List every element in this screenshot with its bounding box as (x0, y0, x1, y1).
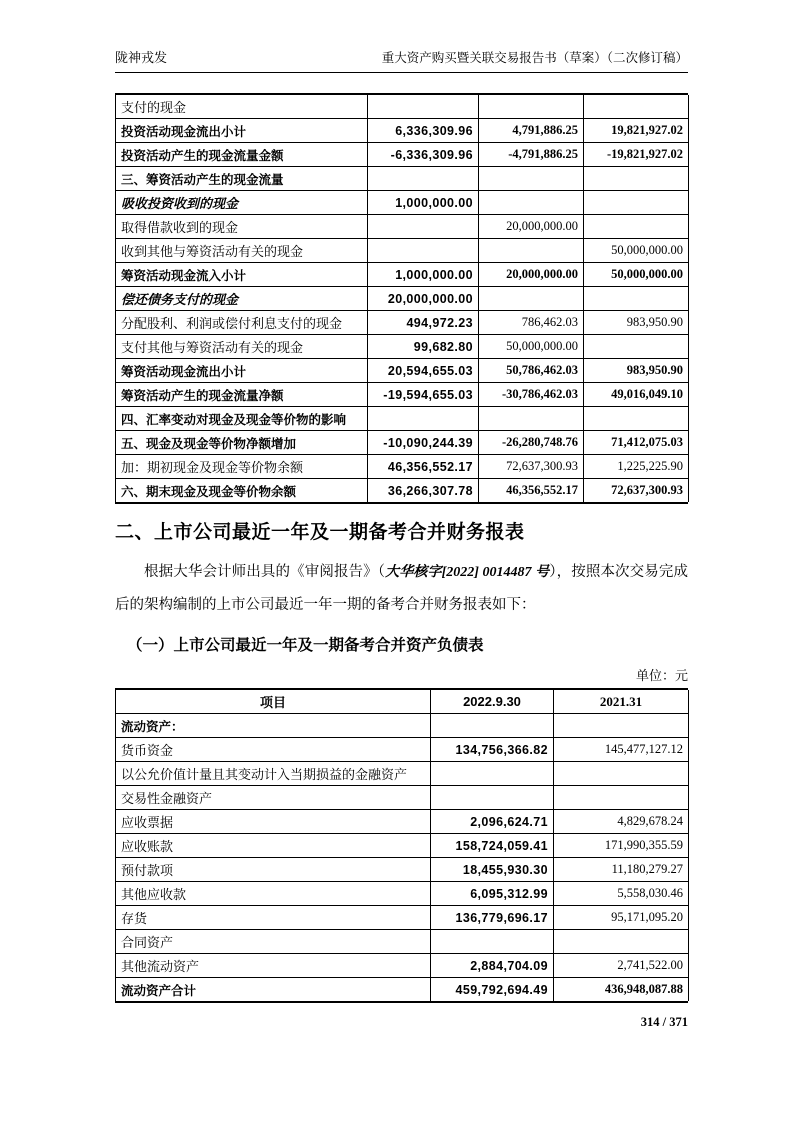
cell-2022: 494,972.23 (368, 311, 479, 335)
cell-2021 (479, 239, 584, 263)
cell-2022: 134,756,366.82 (431, 738, 554, 762)
cash-flow-table (115, 95, 689, 502)
cell-2020: 72,637,300.93 (584, 479, 689, 503)
cell-2021 (479, 287, 584, 311)
table-row (116, 407, 689, 431)
table-row (116, 455, 689, 479)
cell-2021: 50,786,462.03 (479, 359, 584, 383)
row-label: 六、期末现金及现金等价物余额 (116, 479, 368, 503)
table-row (116, 882, 689, 906)
body-paragraph (115, 556, 688, 621)
unit-label: 单位：元 (635, 668, 688, 683)
table-row (116, 215, 689, 239)
row-label: 五、现金及现金等价物净额增加 (116, 431, 368, 455)
paragraph-text-pre: 根据大华会计师出具的《审阅报告》（ (144, 564, 386, 580)
header-report-title: 重大资产购买暨关联交易报告书（草案）（二次修订稿） (381, 51, 688, 65)
cell-2020: 49,016,049.10 (584, 383, 689, 407)
row-label: 偿还债务支付的现金 (116, 287, 368, 311)
cell-2021: 5,558,030.46 (554, 882, 689, 906)
cell-2021 (479, 167, 584, 191)
cell-2022: 2,884,704.09 (431, 954, 554, 978)
cell-2022: -6,336,309.96 (368, 143, 479, 167)
cell-2020 (584, 191, 689, 215)
row-label: 投资活动现金流出小计 (116, 119, 368, 143)
cell-2021 (554, 714, 689, 738)
table-row (116, 287, 689, 311)
row-label: 筹资活动现金流出小计 (116, 359, 368, 383)
header-company-name: 陇神戎发 (115, 50, 168, 65)
table-header-row (116, 690, 689, 714)
row-label: 支付其他与筹资活动有关的现金 (116, 335, 368, 359)
cell-2021: 20,000,000.00 (479, 215, 584, 239)
row-label: 投资活动产生的现金流量金额 (116, 143, 368, 167)
cell-2022 (368, 239, 479, 263)
column-header-item: 项目 (116, 690, 431, 714)
table-row (116, 143, 689, 167)
cell-2022: -10,090,244.39 (368, 431, 479, 455)
row-label: 预付款项 (116, 858, 431, 882)
cell-2020: 983,950.90 (584, 311, 689, 335)
cell-2020: 71,412,075.03 (584, 431, 689, 455)
cell-2021 (479, 407, 584, 431)
cell-2020 (584, 215, 689, 239)
cell-2021 (479, 95, 584, 119)
cell-2021: 171,990,355.59 (554, 834, 689, 858)
table-row (116, 95, 689, 119)
cell-2020 (584, 335, 689, 359)
cell-2022: 158,724,059.41 (431, 834, 554, 858)
table-row (116, 263, 689, 287)
cell-2022: 1,000,000.00 (368, 263, 479, 287)
cell-2020 (584, 287, 689, 311)
row-label: 其他应收款 (116, 882, 431, 906)
report-number-bold: 大华核字[2022] 0014487 号 (385, 565, 550, 580)
table-row (116, 834, 689, 858)
row-label: 收到其他与筹资活动有关的现金 (116, 239, 368, 263)
cell-2020 (584, 95, 689, 119)
cell-2022: 18,455,930.30 (431, 858, 554, 882)
row-label: 应收账款 (116, 834, 431, 858)
cell-2020: 1,225,225.90 (584, 455, 689, 479)
cell-2022 (368, 215, 479, 239)
row-label: 四、汇率变动对现金及现金等价物的影响 (116, 407, 368, 431)
table-row (116, 191, 689, 215)
row-label: 应收票据 (116, 810, 431, 834)
running-header (115, 0, 688, 73)
cell-2022 (431, 762, 554, 786)
cell-2022: 6,336,309.96 (368, 119, 479, 143)
column-header-2021: 2021.31 (554, 690, 689, 714)
table-row (116, 738, 689, 762)
cell-2020: 983,950.90 (584, 359, 689, 383)
cell-2020 (584, 407, 689, 431)
cell-2022: 46,356,552.17 (368, 455, 479, 479)
cell-2022: 20,594,655.03 (368, 359, 479, 383)
cell-2022: 2,096,624.71 (431, 810, 554, 834)
row-label: 其他流动资产 (116, 954, 431, 978)
table-row (116, 954, 689, 978)
row-label: 交易性金融资产 (116, 786, 431, 810)
cell-2020: -19,821,927.02 (584, 143, 689, 167)
table-row (116, 930, 689, 954)
cell-2020: 50,000,000.00 (584, 239, 689, 263)
cell-2021: 786,462.03 (479, 311, 584, 335)
table-row (116, 239, 689, 263)
row-label: 取得借款收到的现金 (116, 215, 368, 239)
row-label: 流动资产合计 (116, 978, 431, 1002)
section-heading: 二、上市公司最近一年及一期备考合并财务报表 (115, 522, 525, 543)
table-row (116, 858, 689, 882)
table-row (116, 714, 689, 738)
table-row (116, 762, 689, 786)
row-label: 筹资活动产生的现金流量净额 (116, 383, 368, 407)
cell-2022: 20,000,000.00 (368, 287, 479, 311)
cell-2021: 2,741,522.00 (554, 954, 689, 978)
cell-2022 (431, 930, 554, 954)
table-row (116, 786, 689, 810)
row-label: 以公允价值计量且其变动计入当期损益的金融资产 (116, 762, 431, 786)
cell-2021: 20,000,000.00 (479, 263, 584, 287)
cell-2022: 136,779,696.17 (431, 906, 554, 930)
table-row (116, 906, 689, 930)
table-row (116, 383, 689, 407)
table-row (116, 335, 689, 359)
subsection-heading: （一）上市公司最近一年及一期备考合并资产负债表 (127, 637, 484, 654)
row-label: 存货 (116, 906, 431, 930)
cell-2021: 4,829,678.24 (554, 810, 689, 834)
cell-2021: 4,791,886.25 (479, 119, 584, 143)
row-label: 支付的现金 (116, 95, 368, 119)
cell-2021: 95,171,095.20 (554, 906, 689, 930)
table-row (116, 311, 689, 335)
balance-sheet-table (115, 690, 689, 1001)
cell-2022 (431, 786, 554, 810)
row-label: 货币资金 (116, 738, 431, 762)
cell-2021 (479, 191, 584, 215)
row-label: 流动资产： (116, 714, 431, 738)
table-row (116, 167, 689, 191)
cell-2021: -30,786,462.03 (479, 383, 584, 407)
row-label: 吸收投资收到的现金 (116, 191, 368, 215)
table-row (116, 119, 689, 143)
cell-2020: 50,000,000.00 (584, 263, 689, 287)
cash-flow-table-wrapper (115, 93, 688, 504)
cell-2021: -26,280,748.76 (479, 431, 584, 455)
cell-2021 (554, 762, 689, 786)
cell-2022: -19,594,655.03 (368, 383, 479, 407)
table-row (116, 431, 689, 455)
table-row (116, 479, 689, 503)
cell-2020: 19,821,927.02 (584, 119, 689, 143)
cell-2021 (554, 930, 689, 954)
cell-2022 (368, 167, 479, 191)
cell-2021: 46,356,552.17 (479, 479, 584, 503)
table-row (116, 978, 689, 1002)
cell-2022 (431, 714, 554, 738)
cell-2022: 6,095,312.99 (431, 882, 554, 906)
row-label: 筹资活动现金流入小计 (116, 263, 368, 287)
cell-2022: 99,682.80 (368, 335, 479, 359)
cell-2022: 1,000,000.00 (368, 191, 479, 215)
cell-2021: 145,477,127.12 (554, 738, 689, 762)
table-row (116, 359, 689, 383)
cell-2021: 11,180,279.27 (554, 858, 689, 882)
row-label: 三、筹资活动产生的现金流量 (116, 167, 368, 191)
row-label: 加：期初现金及现金等价物余额 (116, 455, 368, 479)
cell-2022: 36,266,307.78 (368, 479, 479, 503)
cell-2020 (584, 167, 689, 191)
balance-sheet-table-wrapper (115, 688, 688, 1003)
table-row (116, 810, 689, 834)
cell-2022 (368, 95, 479, 119)
row-label: 合同资产 (116, 930, 431, 954)
paragraph-text-post: ），按照本次交易完成后的架构编制的上市公司最近一年一期的备考合并财务报表如下： (115, 564, 689, 613)
cell-2021: 436,948,087.88 (554, 978, 689, 1002)
cell-2022: 459,792,694.49 (431, 978, 554, 1002)
cell-2021: -4,791,886.25 (479, 143, 584, 167)
row-label: 分配股利、利润或偿付利息支付的现金 (116, 311, 368, 335)
column-header-2022: 2022.9.30 (431, 690, 554, 714)
cell-2021 (554, 786, 689, 810)
cell-2021: 72,637,300.93 (479, 455, 584, 479)
cell-2021: 50,000,000.00 (479, 335, 584, 359)
page-number: 314 / 371 (640, 1015, 688, 1029)
cell-2022 (368, 407, 479, 431)
